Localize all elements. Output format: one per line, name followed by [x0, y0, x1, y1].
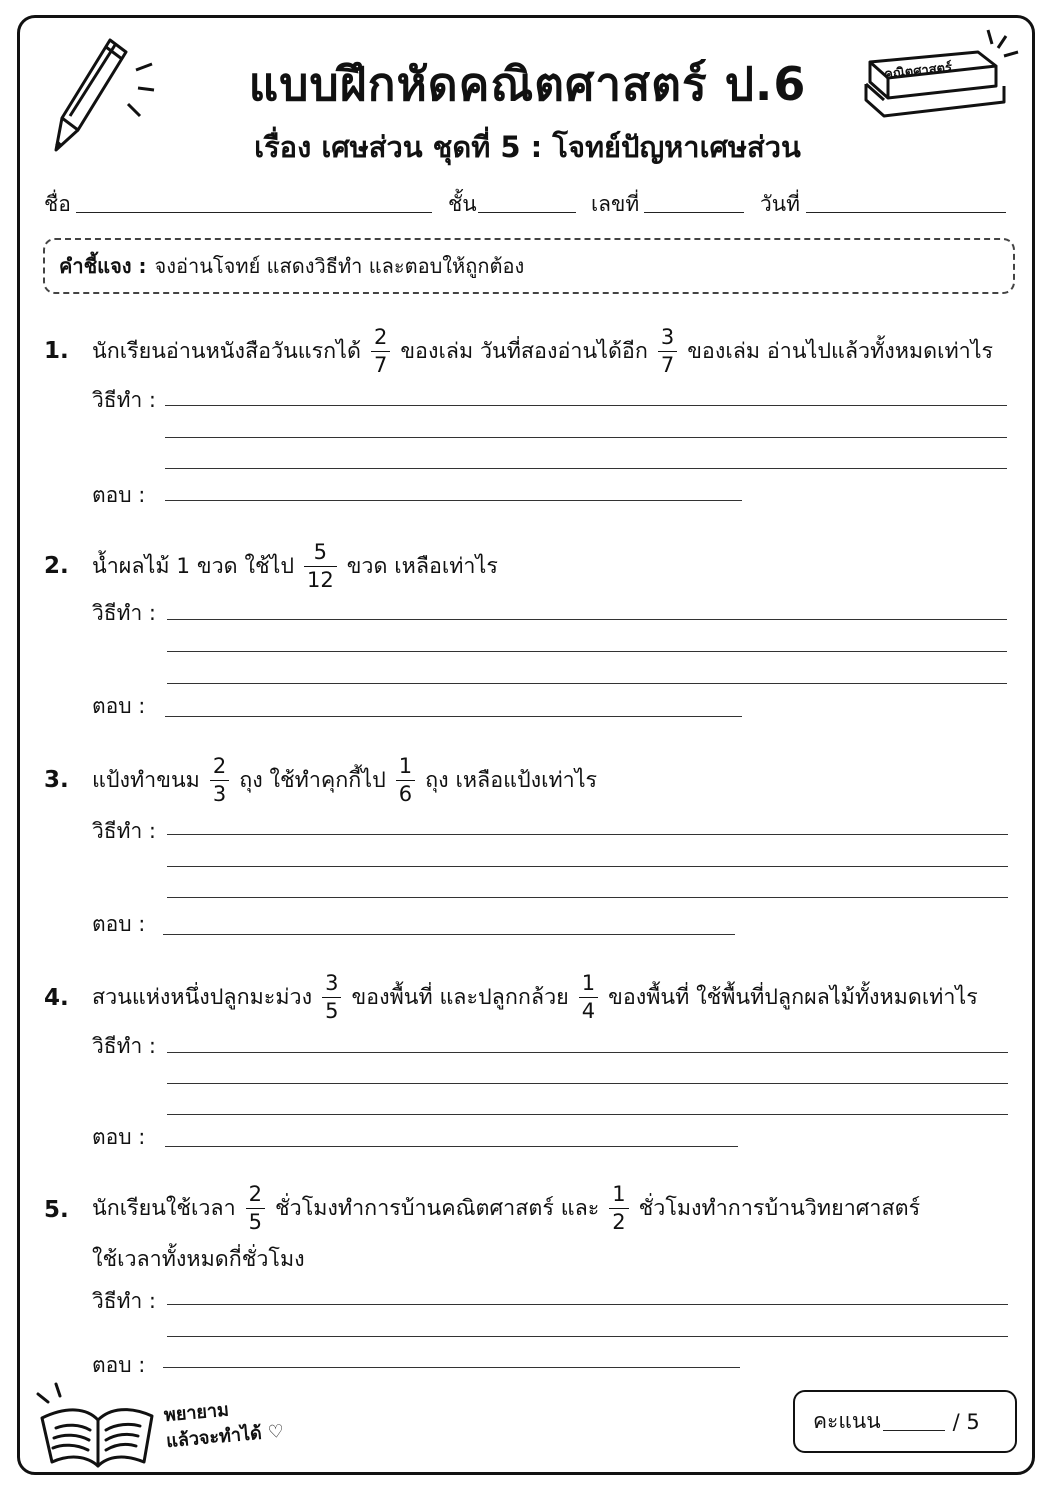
method-line[interactable]	[165, 437, 1007, 438]
score-label: คะแนน	[813, 1409, 881, 1433]
question-text-line2: ใช้เวลาทั้งหมดกี่ชั่วโมง	[92, 1247, 305, 1272]
method-line[interactable]	[167, 866, 1008, 867]
method-line[interactable]	[165, 468, 1007, 469]
method-line[interactable]	[167, 897, 1008, 898]
question-text: นักเรียนใช้เวลา $\frac{2}{5}$ ชั่วโมงทำการบ้านคณิตศาสตร์ และ $\frac{1}{2}$ ชั่วโมงทำการบ้านวิทยาศาสตร์	[92, 1181, 921, 1234]
book-label: คณิตศาสตร์	[883, 60, 953, 83]
date-label: วันที่	[760, 192, 800, 216]
method-line[interactable]	[167, 1336, 1008, 1337]
method-line[interactable]	[167, 1114, 1008, 1115]
score-field[interactable]	[883, 1412, 945, 1431]
fraction: $\frac{5}{12}$	[304, 542, 337, 591]
method-line[interactable]	[167, 619, 1007, 620]
question-text: สวนแห่งหนึ่งปลูกมะม่วง $\frac{3}{5}$ ของพื้นที่ และปลูกกล้วย $\frac{1}{4}$ ของพื้นที่ ใช้พื้นที่ปลูกผลไม้ทั้งหมดเท่าไร	[92, 970, 978, 1023]
answer-line[interactable]	[163, 934, 735, 935]
method-label: วิธีทำ :	[92, 1034, 156, 1058]
number-label: เลขที่	[591, 192, 640, 216]
answer-line[interactable]	[165, 716, 742, 717]
answer-label: ตอบ :	[92, 1125, 146, 1149]
instructions-label: คำชี้แจง :	[59, 254, 147, 278]
answer-label: ตอบ :	[92, 1353, 146, 1377]
method-line[interactable]	[165, 405, 1007, 406]
method-line[interactable]	[167, 1304, 1008, 1305]
page-subtitle: เรื่อง เศษส่วน ชุดที่ 5 : โจทย์ปัญหาเศษส่วน	[254, 130, 801, 164]
method-label: วิธีทำ :	[92, 601, 156, 625]
method-line[interactable]	[167, 651, 1007, 652]
encouragement-text: พยายาม แล้วจะทำได้ ♡	[163, 1399, 285, 1453]
answer-line[interactable]	[163, 1367, 740, 1368]
method-line[interactable]	[167, 683, 1007, 684]
fraction: $\frac{3}{7}$	[658, 327, 677, 376]
fraction: $\frac{1}{4}$	[579, 973, 598, 1022]
page-title: แบบฝึกหัดคณิตศาสตร์ ป.6	[248, 57, 807, 111]
fraction: $\frac{1}{2}$	[609, 1184, 628, 1233]
name-field[interactable]	[76, 212, 432, 213]
number-field[interactable]	[644, 212, 744, 213]
method-line[interactable]	[167, 834, 1008, 835]
fraction: $\frac{3}{5}$	[322, 973, 341, 1022]
answer-line[interactable]	[165, 1146, 738, 1147]
class-field[interactable]	[478, 212, 576, 213]
instructions-text: จงอ่านโจทย์ แสดงวิธีทำ และตอบให้ถูกต้อง	[154, 254, 525, 278]
method-label: วิธีทำ :	[92, 1289, 156, 1313]
score-box	[793, 1390, 1017, 1453]
answer-label: ตอบ :	[92, 483, 146, 507]
date-field[interactable]	[806, 212, 1006, 213]
fraction: $\frac{2}{7}$	[371, 327, 390, 376]
question-number: 5.	[44, 1197, 69, 1223]
method-label: วิธีทำ :	[92, 388, 156, 412]
question-number: 4.	[44, 985, 69, 1011]
question-number: 1.	[44, 338, 69, 364]
answer-label: ตอบ :	[92, 912, 146, 936]
question-text: นักเรียนอ่านหนังสือวันแรกได้ $\frac{2}{7}$ ของเล่ม วันที่สองอ่านได้อีก $\frac{3}{7}$ ของเล่ม อ่านไปแล้วทั้งหมดเท่าไร	[92, 324, 994, 377]
method-label: วิธีทำ :	[92, 819, 156, 843]
answer-line[interactable]	[165, 500, 742, 501]
score-total: / 5	[952, 1409, 980, 1434]
method-line[interactable]	[167, 1052, 1008, 1053]
question-text: แป้งทำขนม $\frac{2}{3}$ ถุง ใช้ทำคุกกี้ไป $\frac{1}{6}$ ถุง เหลือแป้งเท่าไร	[92, 753, 598, 806]
question-number: 2.	[44, 553, 69, 579]
instructions-box	[43, 238, 1015, 294]
fraction: $\frac{2}{3}$	[210, 756, 229, 805]
open-book-icon	[32, 1378, 162, 1474]
class-label: ชั้น	[448, 192, 477, 216]
fraction: $\frac{2}{5}$	[246, 1184, 265, 1233]
method-line[interactable]	[167, 1083, 1008, 1084]
question-text: น้ำผลไม้ 1 ขวด ใช้ไป $\frac{5}{12}$ ขวด เหลือเท่าไร	[92, 539, 498, 592]
question-number: 3.	[44, 767, 69, 793]
fraction: $\frac{1}{6}$	[396, 756, 415, 805]
name-label: ชื่อ	[44, 192, 71, 216]
answer-label: ตอบ :	[92, 694, 146, 718]
